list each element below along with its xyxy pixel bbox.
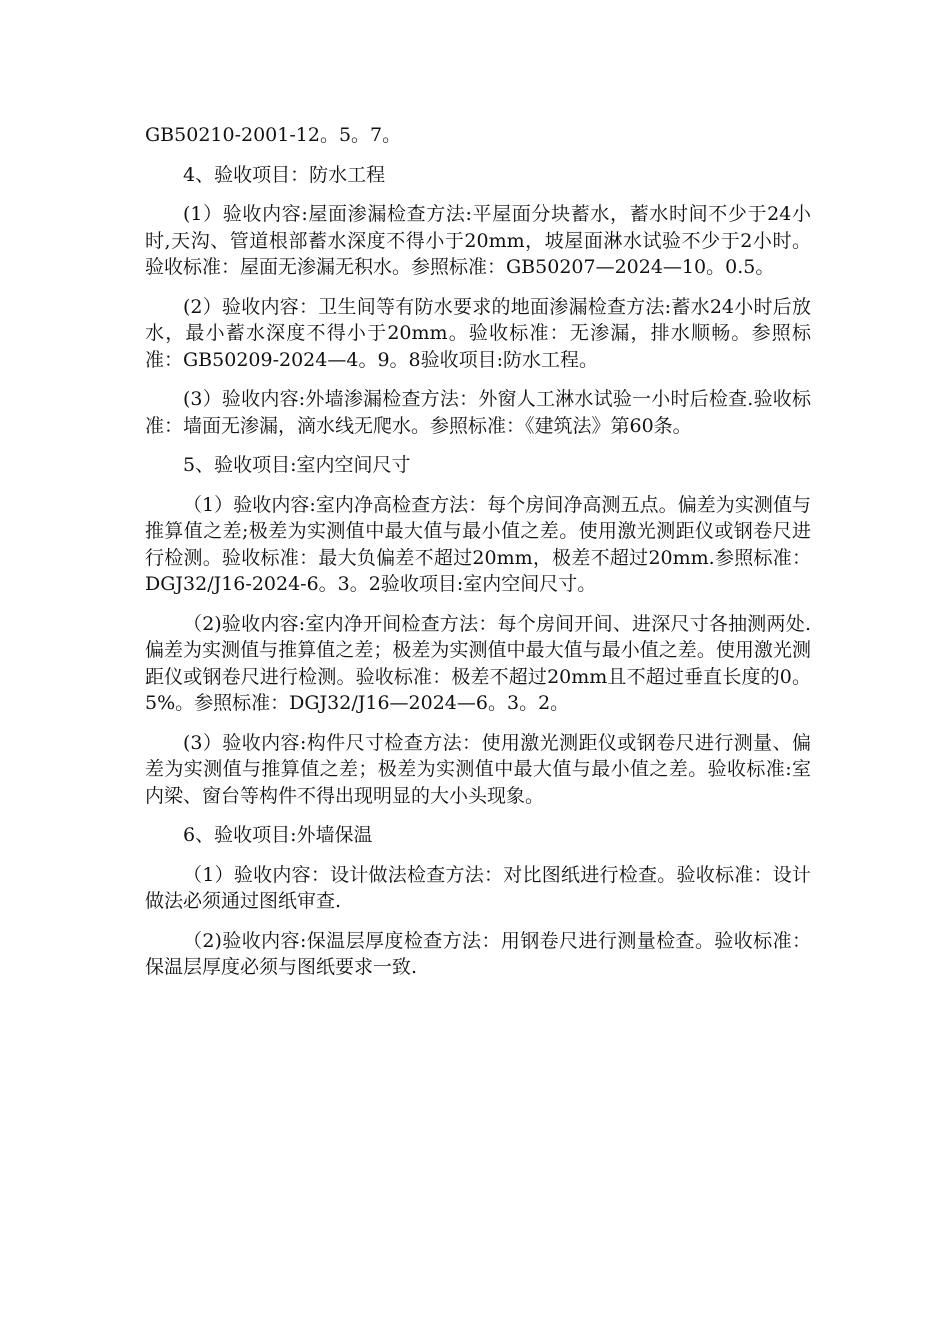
paragraph-bathroom-leakage: (2）验收内容：卫生间等有防水要求的地面渗漏检查方法:蓄水24小时后放水，最小蓄水深度不得小于20mm。验收标准：无渗漏，排水顺畅。参照标准：GB50209-2024—4。9。8验收项目:防水工程。	[145, 295, 811, 371]
section-heading-waterproofing: 4、验收项目：防水工程	[183, 163, 386, 186]
paragraph-room-width: （2)验收内容:室内净开间检查方法：每个房间开间、进深尺寸各抽测两处.偏差为实测值与推算值之差；极差为实测值中最大值与最小值之差。使用激光测距仪或钢卷尺进行检测。验收标准：极差不超过20mm且不超过垂直长度的0。5%。参照标准：DGJ32/J16—2024—6。3。2。	[145, 612, 811, 714]
paragraph-insulation-thickness: （2)验收内容:保温层厚度检查方法：用钢卷尺进行测量检查。验收标准：保温层厚度必须与图纸要求一致.	[145, 929, 811, 978]
paragraph-component-size: (3）验收内容:构件尺寸检查方法：使用激光测距仪或钢卷尺进行测量、偏差为实测值与推算值之差；极差为实测值中最大值与最小值之差。验收标准:室内梁、窗台等构件不得出现明显的大小头现象。	[145, 731, 811, 807]
paragraph-standard-ref: GB50210-2001-12。5。7。	[145, 124, 402, 146]
section-heading-wall-insulation: 6、验收项目:外墙保温	[183, 824, 373, 846]
paragraph-ceiling-height: （1）验收内容:室内净高检查方法：每个房间净高测五点。偏差为实测值与推算值之差;极差为实测值中最大值与最小值之差。使用激光测距仪或钢卷尺进行检测。验收标准：最大负偏差不超过20mm，极差不超过20mm.参照标准：DGJ32/J16-2024-6。3。2验收项目:室内空间尺寸。	[145, 493, 811, 595]
document-page	[145, 122, 811, 994]
paragraph-exterior-wall-leakage: (3）验收内容:外墙渗漏检查方法：外窗人工淋水试验一小时后检查.验收标准：墙面无渗漏，滴水线无爬水。参照标准：《建筑法》第60条。	[145, 388, 811, 437]
paragraph-design-method: （1）验收内容：设计做法检查方法：对比图纸进行检查。验收标准：设计做法必须通过图纸审查.	[145, 863, 811, 912]
section-heading-indoor-dimensions: 5、验收项目:室内空间尺寸	[183, 454, 411, 476]
paragraph-roof-leakage: (1）验收内容:屋面渗漏检查方法:平屋面分块蓄水，蓄水时间不少于24小时,天沟、管道根部蓄水深度不得小于20mm，坡屋面淋水试验不少于2小时。验收标准：屋面无渗漏无积水。参照标准：GB50207—2024—10。0.5。	[145, 203, 811, 278]
